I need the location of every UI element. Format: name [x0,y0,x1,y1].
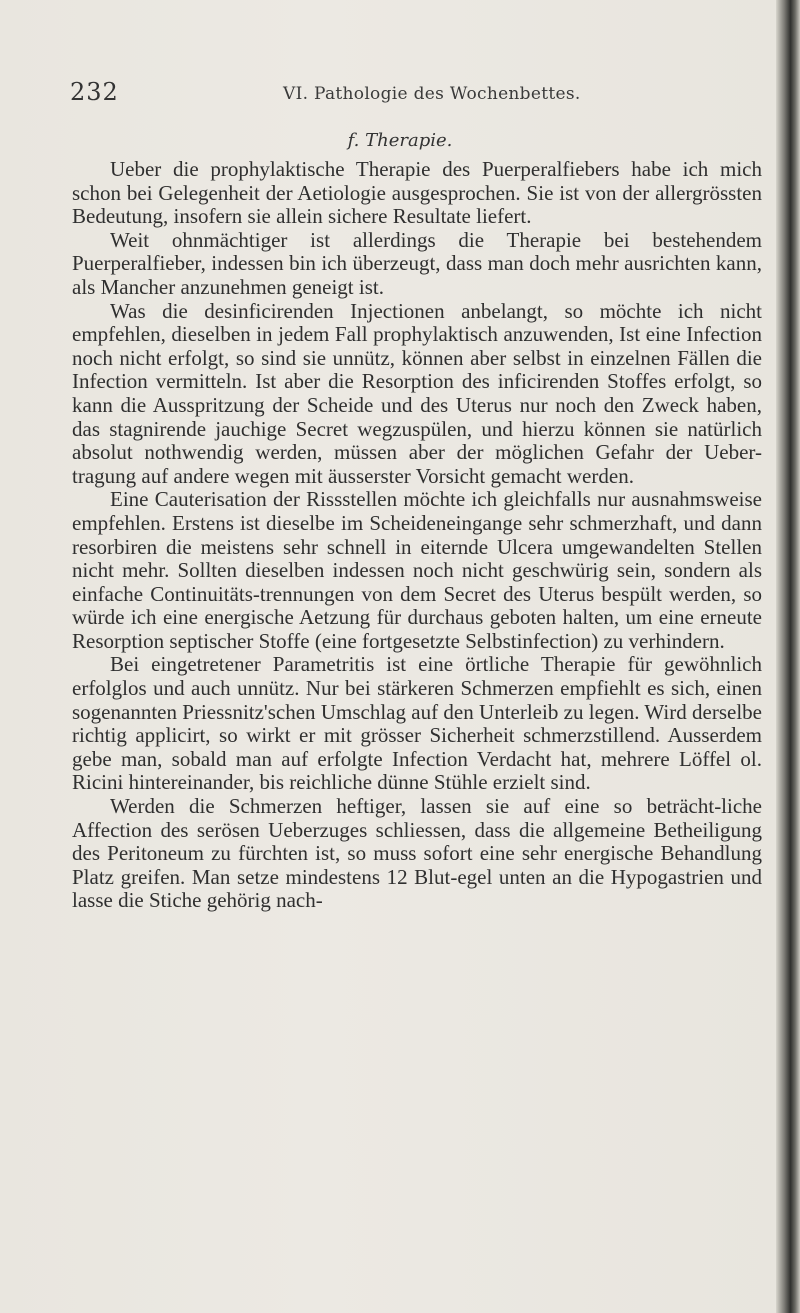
paragraph-3: Was die desinficirenden Injectionen anbelangt, so möchte ich nicht empfehlen, dieselben in jedem Fall prophylaktisch anzuwenden, Ist eine Infection noch nicht erfolgt, so sind sie unnütz, können aber selbst in einzelnen Fällen die Infection vermitteln. Ist aber die Resorption des inficirenden Stoffes erfolgt, so kann die Ausspritzung der Scheide und des Uterus nur noch den Zweck haben, das stagnirende jauchige Secret wegzuspülen, und hierzu können sie natürlich absolut nothwendig werden, müssen aber der möglichen Gefahr der Ueber-tragung auf andere wegen mit äusserster Vorsicht gemacht werden. [72,298,762,488]
book-spine-edge [776,0,800,1313]
section-title: f. Therapie. [347,130,453,151]
page-number: 232 [70,78,119,106]
paragraph-4: Eine Cauterisation der Rissstellen möchte ich gleichfalls nur ausnahmsweise empfehlen. Erstens ist dieselbe im Scheideneingange sehr schmerzhaft, und dann resorbiren die meistens sehr schnell in eiternde Ulcera umgewandelten Stellen nicht mehr. Sollten dieselben indessen noch nicht geschwürig sein, sondern als einfache Continuitäts-trennungen von dem Secret des Uterus bespült werden, so würde ich eine energische Aetzung für durchaus geboten halten, um eine erneute Resorption septischer Stoffe (eine fortgesetzte Selbstinfection) zu verhindern. [72,487,762,653]
paragraph-1: Ueber die prophylaktische Therapie des Puerperalfiebers habe ich mich schon bei Gelegenheit der Aetiologie ausgesprochen. Sie ist von der allergrössten Bedeutung, insofern sie allein sichere Resultate liefert. [72,157,762,229]
running-head: VI. Pathologie des Wochenbettes. [283,84,581,104]
page-header [70,78,720,108]
paragraph-2: Weit ohnmächtiger ist allerdings die Therapie bei bestehendem Puerperalfieber, indessen bin ich überzeugt, dass man doch mehr ausrichten kann, als Mancher anzunehmen geneigt ist. [72,227,762,299]
paragraph-5: Bei eingetretener Parametritis ist eine örtliche Therapie für gewöhnlich erfolglos und auch unnütz. Nur bei stärkeren Schmerzen empfiehlt es sich, einen sogenannten Priessnitz'schen Umschlag auf den Unterleib zu legen. Wird derselbe richtig applicirt, so wirkt er mit grösser Sicherheit schmerzstillend. Ausserdem gebe man, sobald man auf erfolgte Infection Verdacht hat, mehrere Löffel ol. Ricini hintereinander, bis reichliche dünne Stühle erzielt sind. [72,652,762,795]
paragraph-6: Werden die Schmerzen heftiger, lassen sie auf eine so beträcht-liche Affection des serösen Ueberzuges schliessen, dass die allgemeine Betheiligung des Peritoneum zu fürchten ist, so muss sofort eine sehr energische Behandlung Platz greifen. Man setze mindestens 12 Blut-egel unten an die Hypogastrien und lasse die Stiche gehörig nach- [72,794,762,913]
body-text [72,158,762,913]
